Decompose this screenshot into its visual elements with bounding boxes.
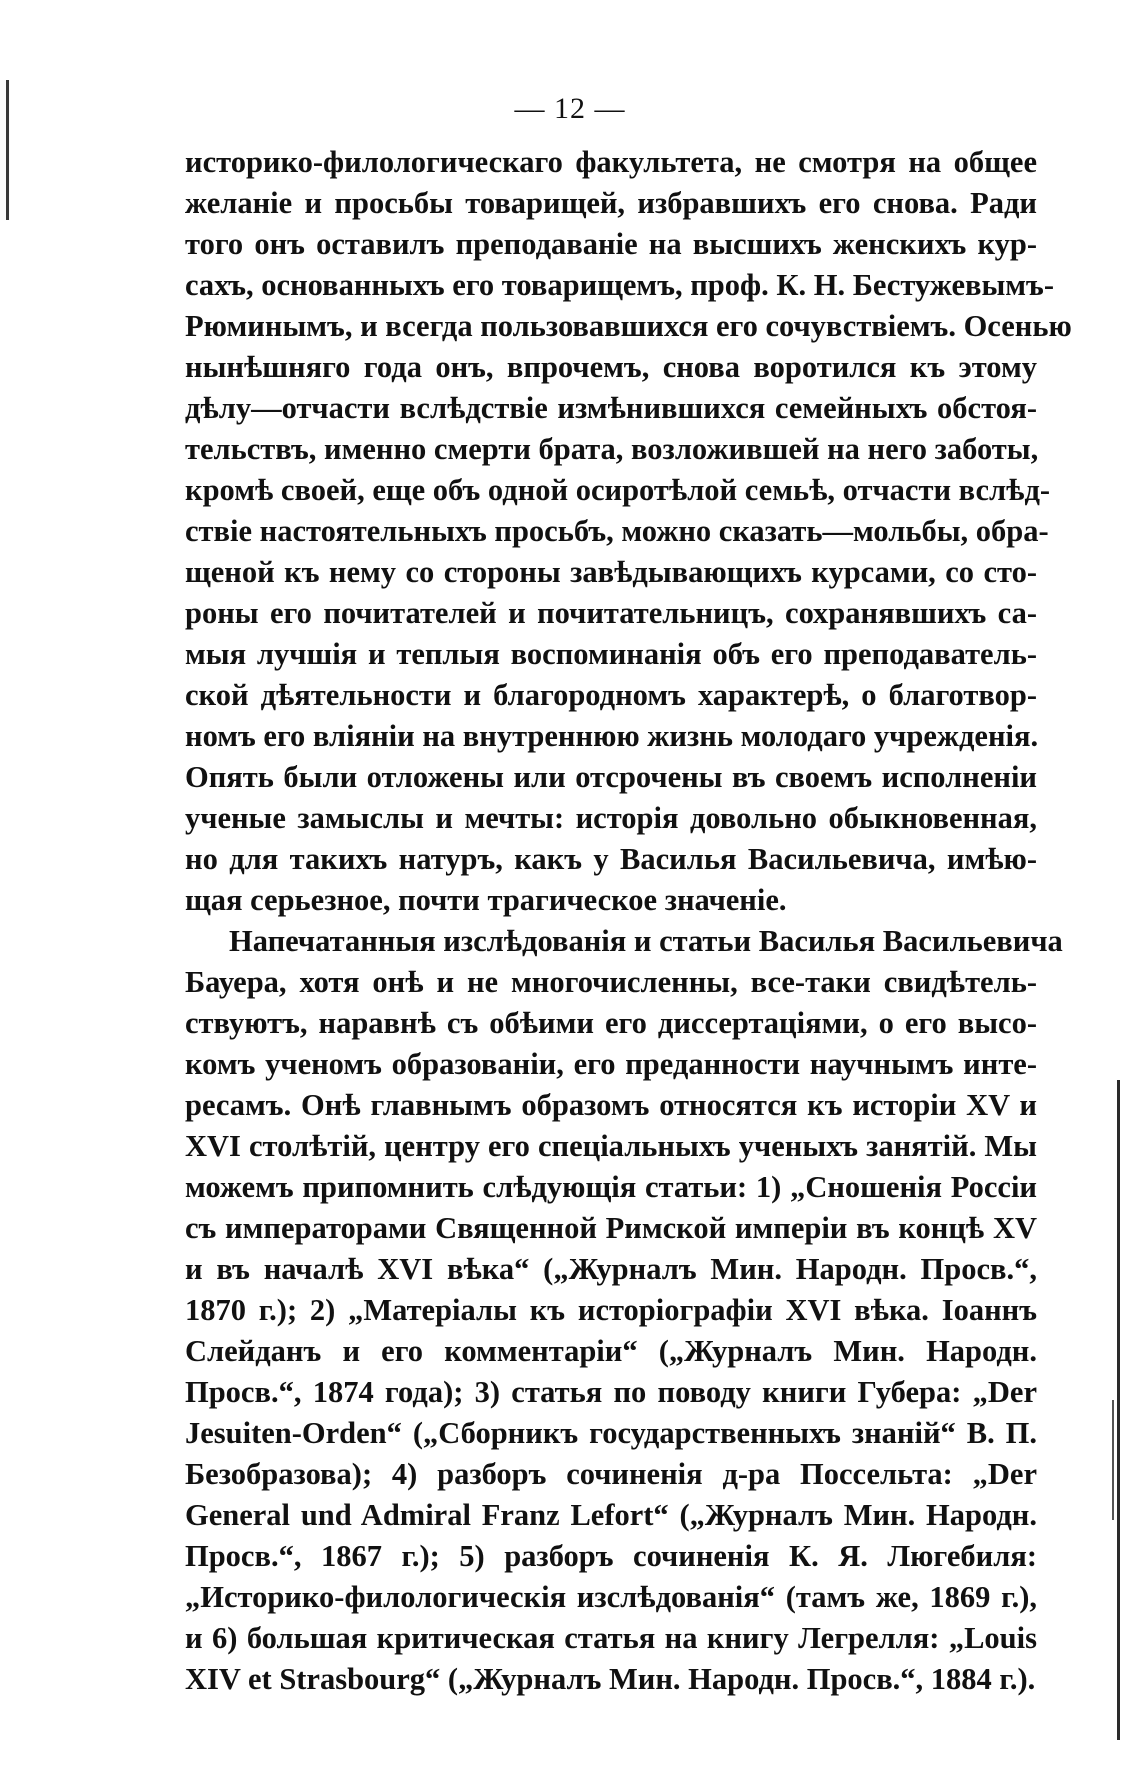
text-line: но для такихъ натуръ, какъ у Василья Васильевича, имѣю-: [185, 842, 1037, 876]
text-line: XIV et Strasbourg“ („Журналъ Мин. Народн. Просв.“, 1884 г.).: [185, 1662, 1036, 1696]
text-line: Опять были отложены или отсрочены въ своемъ исполненіи: [185, 760, 1037, 794]
text-line: 1870 г.); 2) „Матеріалы къ исторіографіи XVI вѣка. Іоаннъ: [185, 1293, 1037, 1327]
paragraph-2: [185, 921, 1063, 1700]
text-line: ской дѣятельности и благородномъ характерѣ, о благотвор-: [185, 678, 1037, 712]
text-line: щая серьезное, почти трагическое значеніе.: [185, 883, 787, 917]
text-line: Безобразова); 4) разборъ сочиненія д-ра Поссельта: „Der: [185, 1457, 1037, 1491]
body-text: [185, 142, 1072, 1700]
text-line: ствуютъ, наравнѣ съ обѣими его диссертаціями, о его высо-: [185, 1006, 1037, 1040]
scan-edge-right: [1117, 1080, 1120, 1740]
paragraph-1: [185, 142, 1072, 921]
page-number: — 12 —: [514, 92, 626, 125]
text-line: комъ ученомъ образованіи, его преданности научнымъ инте-: [185, 1047, 1037, 1081]
text-line: желаніе и просьбы товарищей, избравшихъ его снова. Ради: [185, 186, 1037, 220]
text-line: того онъ оставилъ преподаваніе на высшихъ женскихъ кур-: [185, 227, 1037, 261]
text-line: General und Admiral Franz Lefort“ („Журналъ Мин. Народн.: [185, 1498, 1037, 1532]
text-line: дѣлу—отчасти вслѣдствіе измѣнившихся семейныхъ обстоя-: [185, 391, 1037, 425]
scan-edge-right-inner: [1112, 1400, 1114, 1520]
text-line: кромѣ своей, еще объ одной осиротѣлой семьѣ, отчасти вслѣд-: [185, 473, 1051, 507]
text-line: „Историко-филологическія изслѣдованія“ (тамъ же, 1869 г.),: [185, 1580, 1037, 1614]
text-line: Слейданъ и его комментаріи“ („Журналъ Мин. Народн.: [185, 1334, 1037, 1368]
text-line: Просв.“, 1867 г.); 5) разборъ сочиненія К. Я. Люгебиля:: [185, 1539, 1037, 1573]
text-line: ресамъ. Онѣ главнымъ образомъ относятся къ исторіи XV и: [185, 1088, 1037, 1122]
text-line: ученые замыслы и мечты: исторія довольно обыкновенная,: [185, 801, 1037, 835]
text-line: XVI столѣтій, центру его спеціальныхъ ученыхъ занятій. Мы: [185, 1129, 1037, 1163]
text-line: Просв.“, 1874 года); 3) статья по поводу книги Губера: „Der: [185, 1375, 1037, 1409]
text-line: историко-филологическаго факультета, не смотря на общее: [185, 145, 1037, 179]
text-line: Бауера, хотя онѣ и не многочисленны, все-таки свидѣтель-: [185, 965, 1037, 999]
text-line: и въ началѣ XVI вѣка“ („Журналъ Мин. Народн. Просв.“,: [185, 1252, 1037, 1286]
text-line: сахъ, основанныхъ его товарищемъ, проф. К. Н. Бестужевымъ-: [185, 268, 1054, 302]
text-line: тельствъ, именно смерти брата, возложившей на него заботы,: [185, 432, 1039, 466]
text-line: щеной къ нему со стороны завѣдывающихъ курсами, со сто-: [185, 555, 1037, 589]
text-line: Jesuiten-Orden“ („Сборникъ государственныхъ знаній“ В. П.: [185, 1416, 1037, 1450]
text-line: Напечатанныя изслѣдованія и статьи Василья Васильевича: [229, 924, 1063, 958]
text-line: мыя лучшія и теплыя воспоминанія объ его преподаватель-: [185, 637, 1037, 671]
text-line: можемъ припомнить слѣдующія статьи: 1) „Сношенія Россіи: [185, 1170, 1037, 1204]
text-line: ствіе настоятельныхъ просьбъ, можно сказать—мольбы, обра-: [185, 514, 1049, 548]
text-line: Рюминымъ, и всегда пользовавшихся его сочувствіемъ. Осенью: [185, 309, 1072, 343]
text-line: съ императорами Священной Римской имперіи въ концѣ XV: [185, 1211, 1037, 1245]
text-line: нынѣшняго года онъ, впрочемъ, снова воротился къ этому: [185, 350, 1037, 384]
text-line: роны его почитателей и почитательницъ, сохранявшихъ са-: [185, 596, 1037, 630]
text-line: номъ его вліяніи на внутреннюю жизнь молодаго учрежденія.: [185, 719, 1039, 753]
text-line: и 6) большая критическая статья на книгу Легрелля: „Louis: [185, 1621, 1037, 1655]
